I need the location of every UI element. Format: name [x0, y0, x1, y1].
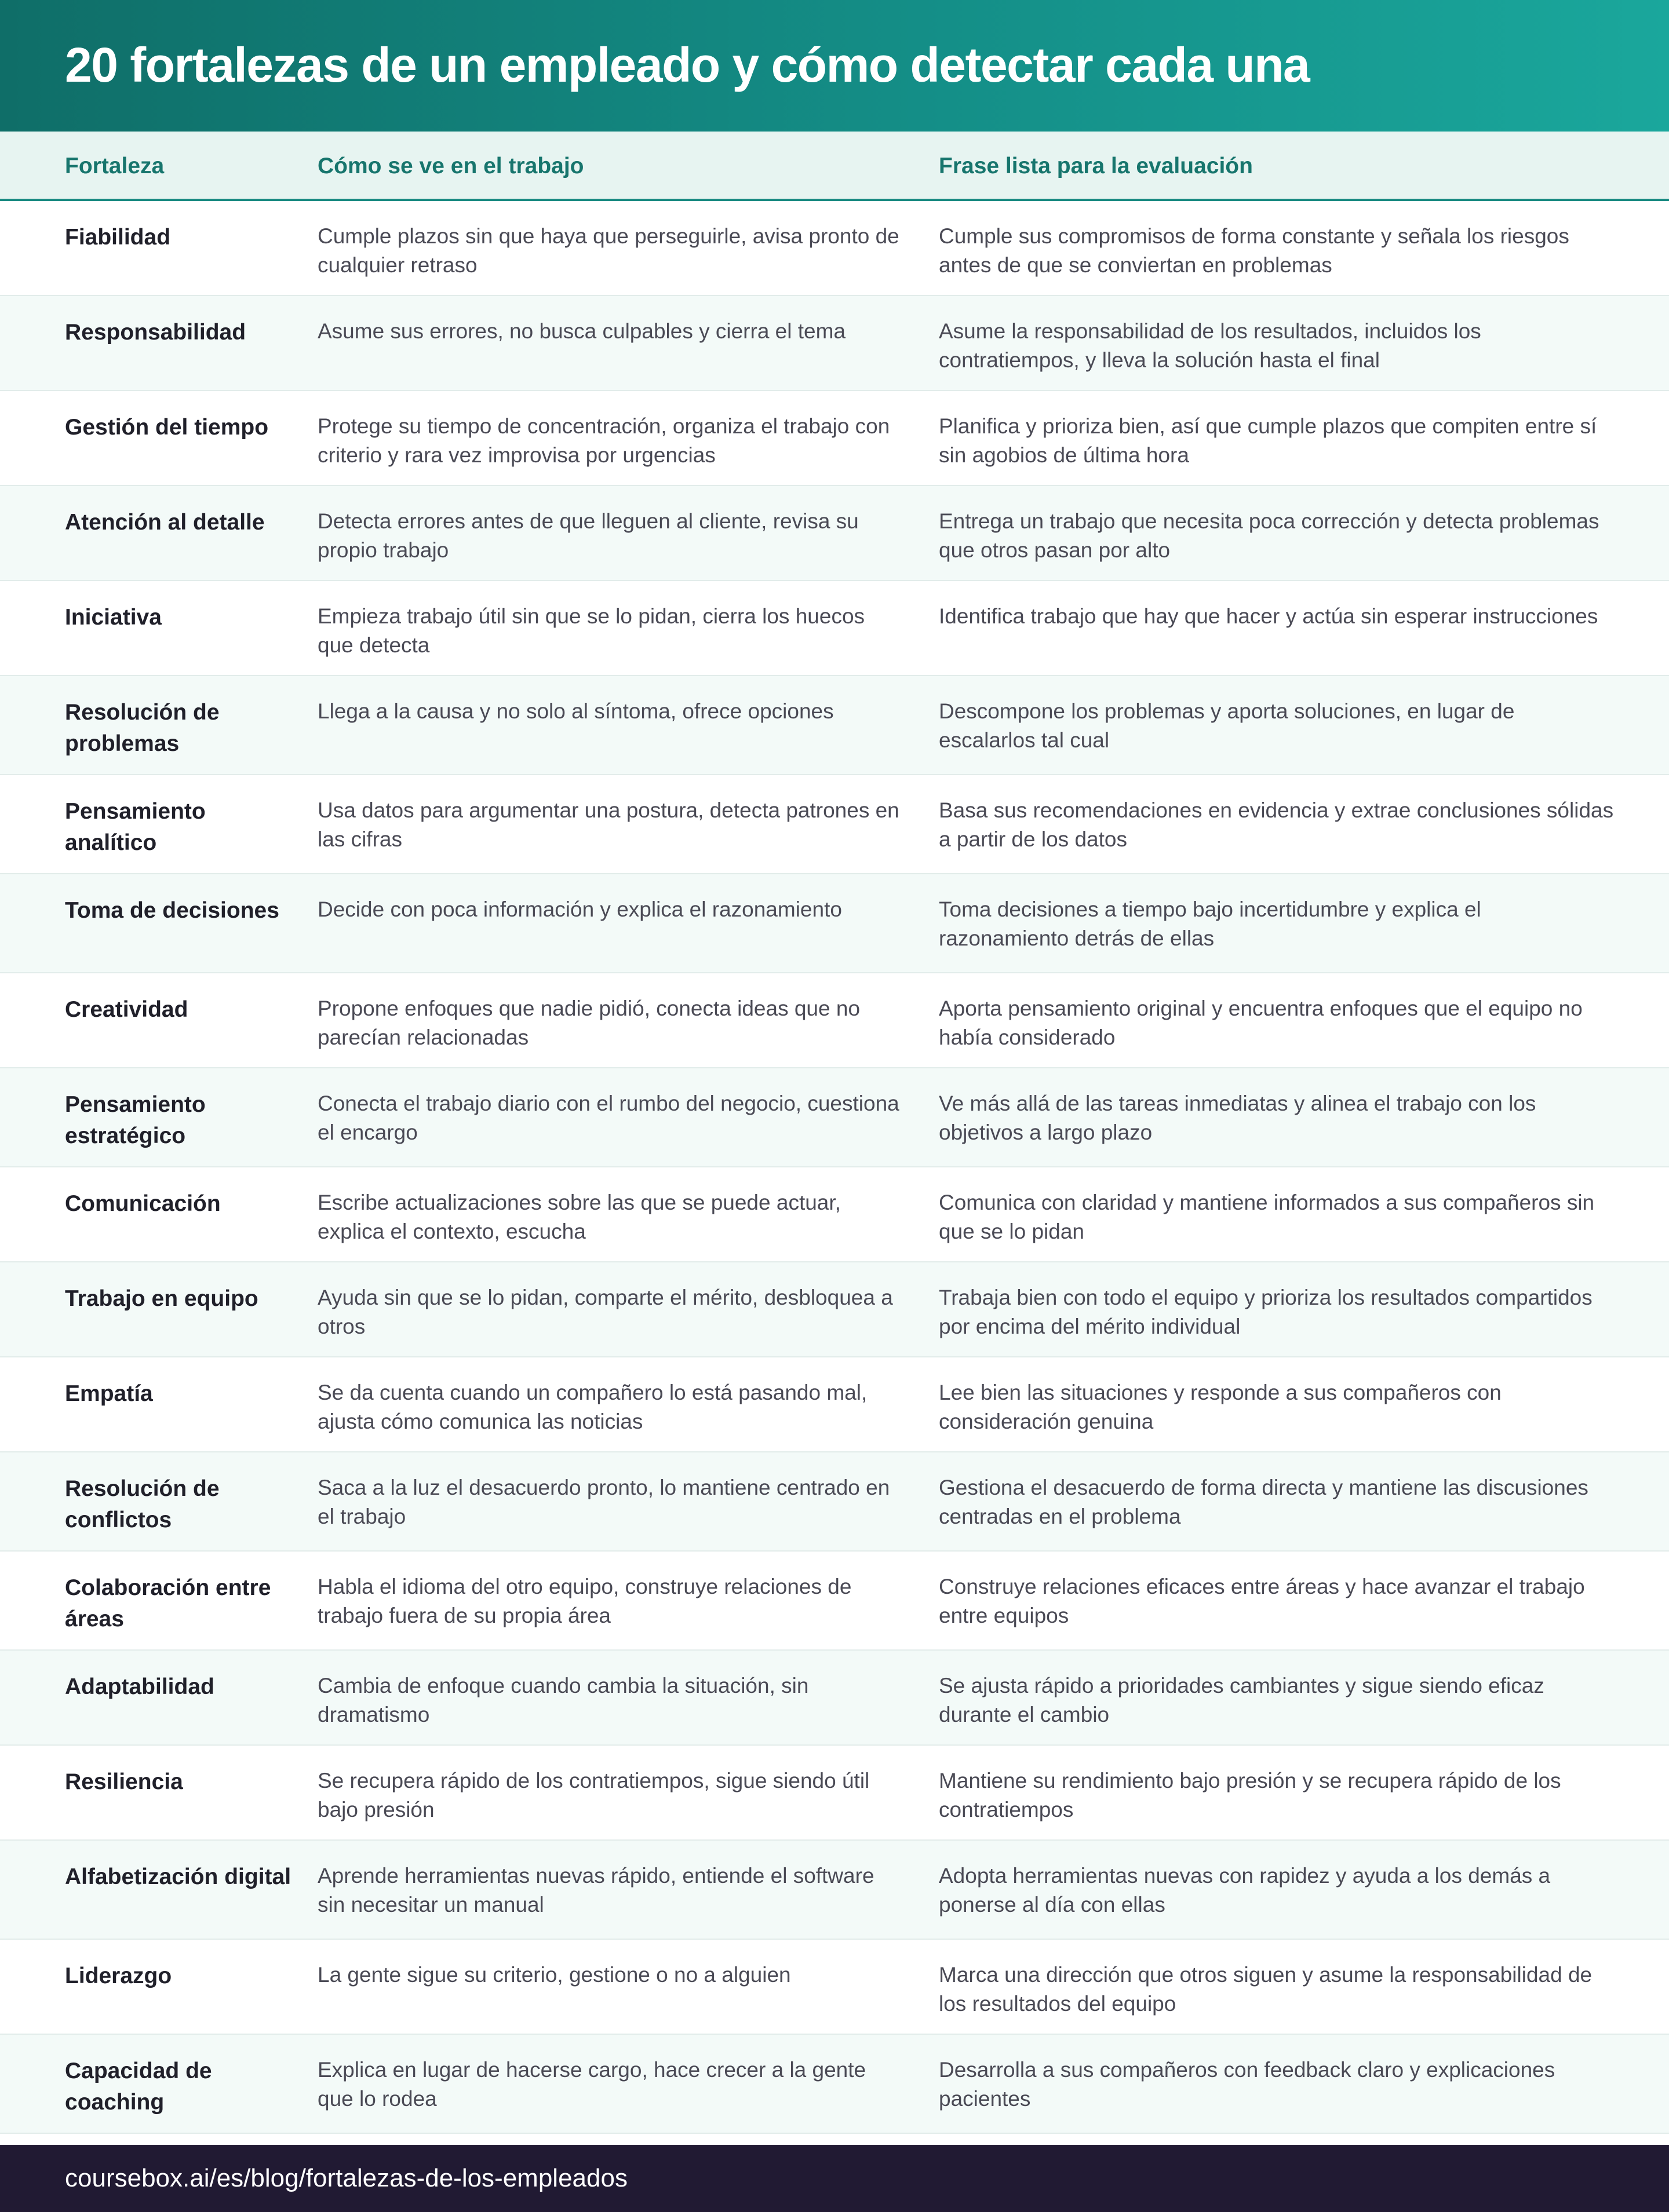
table-row: [0, 676, 1669, 775]
table-row: [0, 1167, 1669, 1262]
at-work-description: Escribe actualizaciones sobre las que se puede actuar, explica el contexto, escucha: [318, 1191, 841, 1243]
at-work-description: Propone enfoques que nadie pidió, conecta ideas que no parecían relacionadas: [318, 997, 861, 1049]
table-row: [0, 1940, 1669, 2035]
table-row: [0, 486, 1669, 581]
evaluation-phrase: Marca una dirección que otros siguen y asume la responsabilidad de los resultados del equipo: [939, 1963, 1593, 2016]
evaluation-phrase: Toma decisiones a tiempo bajo incertidumbre y explica el razonamiento detrás de ellas: [939, 897, 1481, 950]
table-row: [0, 1746, 1669, 1841]
table-row: [0, 1552, 1669, 1651]
header-banner: [0, 0, 1669, 132]
table-row: [0, 1651, 1669, 1746]
strength-name: Colaboración entre áreas: [65, 1575, 271, 1631]
evaluation-phrase: Adopta herramientas nuevas con rapidez y ayuda a los demás a ponerse al día con ellas: [939, 1864, 1551, 1917]
strength-name: Creatividad: [65, 997, 188, 1022]
at-work-description: Decide con poca información y explica el razonamiento: [318, 897, 842, 921]
strength-name: Resolución de problemas: [65, 700, 220, 756]
source-url: coursebox.ai/es/blog/fortalezas-de-los-empleados: [65, 2164, 628, 2192]
table-row: [0, 2035, 1669, 2134]
strength-name: Liderazgo: [65, 1963, 172, 1988]
table-row: [0, 874, 1669, 973]
at-work-description: Aprende herramientas nuevas rápido, entiende el software sin necesitar un manual: [318, 1864, 874, 1917]
strength-name: Pensamiento analítico: [65, 799, 206, 855]
evaluation-phrase: Descompone los problemas y aporta soluciones, en lugar de escalarlos tal cual: [939, 699, 1515, 752]
strength-name: Toma de decisiones: [65, 898, 279, 923]
at-work-description: La gente sigue su criterio, gestione o no a alguien: [318, 1963, 791, 1987]
at-work-description: Protege su tiempo de concentración, organiza el trabajo con criterio y rara vez improvisa por urgencias: [318, 414, 890, 467]
evaluation-phrase: Identifica trabajo que hay que hacer y actúa sin esperar instrucciones: [939, 604, 1598, 628]
strength-name: Gestión del tiempo: [65, 415, 269, 440]
strength-name: Responsabilidad: [65, 320, 246, 345]
column-header-strength: Fortaleza: [65, 154, 165, 178]
at-work-description: Asume sus errores, no busca culpables y cierra el tema: [318, 319, 846, 343]
at-work-description: Conecta el trabajo diario con el rumbo del negocio, cuestiona el encargo: [318, 1092, 899, 1144]
table-row: [0, 775, 1669, 874]
strength-name: Empatía: [65, 1381, 153, 1406]
evaluation-phrase: Entrega un trabajo que necesita poca corrección y detecta problemas que otros pasan por alto: [939, 509, 1599, 562]
at-work-description: Detecta errores antes de que lleguen al cliente, revisa su propio trabajo: [318, 509, 859, 562]
strength-name: Atención al detalle: [65, 510, 265, 535]
at-work-description: Empieza trabajo útil sin que se lo pidan, cierra los huecos que detecta: [318, 604, 865, 657]
at-work-description: Saca a la luz el desacuerdo pronto, lo mantiene centrado en el trabajo: [318, 1476, 890, 1528]
evaluation-phrase: Basa sus recomendaciones en evidencia y extrae conclusiones sólidas a partir de los datos: [939, 798, 1614, 851]
table-row: [0, 1357, 1669, 1452]
table-row: [0, 1452, 1669, 1552]
table-header-row: [0, 132, 1669, 201]
evaluation-phrase: Ve más allá de las tareas inmediatas y alinea el trabajo con los objetivos a largo plazo: [939, 1092, 1536, 1144]
table-row: [0, 1068, 1669, 1167]
evaluation-phrase: Desarrolla a sus compañeros con feedback claro y explicaciones pacientes: [939, 2058, 1555, 2111]
strength-name: Alfabetización digital: [65, 1864, 291, 1889]
at-work-description: Cumple plazos sin que haya que perseguirle, avisa pronto de cualquier retraso: [318, 224, 899, 277]
evaluation-phrase: Lee bien las situaciones y responde a sus compañeros con consideración genuina: [939, 1381, 1502, 1433]
evaluation-phrase: Gestiona el desacuerdo de forma directa y mantiene las discusiones centradas en el problema: [939, 1476, 1588, 1528]
table-row: [0, 973, 1669, 1068]
evaluation-phrase: Planifica y prioriza bien, así que cumple plazos que compiten entre sí sin agobios de última hora: [939, 414, 1597, 467]
strength-name: Iniciativa: [65, 605, 162, 630]
at-work-description: Explica en lugar de hacerse cargo, hace crecer a la gente que lo rodea: [318, 2058, 866, 2111]
at-work-description: Habla el idioma del otro equipo, construye relaciones de trabajo fuera de su propia área: [318, 1575, 852, 1627]
strength-name: Adaptabilidad: [65, 1674, 214, 1699]
strength-name: Resolución de conflictos: [65, 1476, 220, 1532]
evaluation-phrase: Cumple sus compromisos de forma constante y señala los riesgos antes de que se conviertan en problemas: [939, 224, 1569, 277]
strength-name: Resiliencia: [65, 1769, 183, 1794]
at-work-description: Llega a la causa y no solo al síntoma, ofrece opciones: [318, 699, 834, 723]
evaluation-phrase: Se ajusta rápido a prioridades cambiantes y sigue siendo eficaz durante el cambio: [939, 1674, 1544, 1726]
table-row: [0, 1841, 1669, 1940]
at-work-description: Ayuda sin que se lo pidan, comparte el mérito, desbloquea a otros: [318, 1286, 893, 1338]
table-row: [0, 1262, 1669, 1357]
table-row: [0, 391, 1669, 486]
at-work-description: Se da cuenta cuando un compañero lo está pasando mal, ajusta cómo comunica las noticias: [318, 1381, 868, 1433]
evaluation-phrase: Construye relaciones eficaces entre áreas y hace avanzar el trabajo entre equipos: [939, 1575, 1585, 1627]
table-row: [0, 201, 1669, 296]
strength-name: Comunicación: [65, 1191, 221, 1216]
column-header-phrase: Frase lista para la evaluación: [939, 154, 1253, 178]
column-header-at-work: Cómo se ve en el trabajo: [318, 154, 584, 178]
at-work-description: Cambia de enfoque cuando cambia la situación, sin dramatismo: [318, 1674, 809, 1726]
evaluation-phrase: Mantiene su rendimiento bajo presión y se recupera rápido de los contratiempos: [939, 1769, 1561, 1822]
table-row: [0, 296, 1669, 391]
at-work-description: Usa datos para argumentar una postura, detecta patrones en las cifras: [318, 798, 899, 851]
strength-name: Capacidad de coaching: [65, 2058, 212, 2115]
strengths-table: [0, 132, 1669, 2134]
evaluation-phrase: Aporta pensamiento original y encuentra enfoques que el equipo no había considerado: [939, 997, 1583, 1049]
strength-name: Pensamiento estratégico: [65, 1092, 206, 1148]
strength-name: Fiabilidad: [65, 225, 171, 250]
evaluation-phrase: Asume la responsabilidad de los resultados, incluidos los contratiempos, y lleva la solución hasta el final: [939, 319, 1481, 372]
evaluation-phrase: Trabaja bien con todo el equipo y prioriza los resultados compartidos por encima del mérito individual: [939, 1286, 1593, 1338]
evaluation-phrase: Comunica con claridad y mantiene informados a sus compañeros sin que se lo pidan: [939, 1191, 1595, 1243]
at-work-description: Se recupera rápido de los contratiempos, sigue siendo útil bajo presión: [318, 1769, 870, 1822]
footer-bar: [0, 2145, 1669, 2212]
table-row: [0, 581, 1669, 676]
page-title: 20 fortalezas de un empleado y cómo detectar cada una: [65, 38, 1310, 92]
strength-name: Trabajo en equipo: [65, 1286, 258, 1311]
